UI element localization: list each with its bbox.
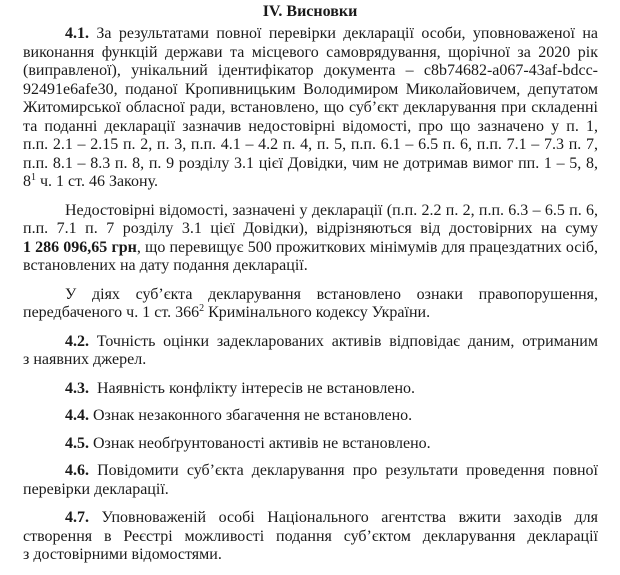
text-line: з достовірними відомостями.	[23, 546, 222, 563]
text-span: Уповноваженій особі Національного агентства вжити заходів для	[89, 509, 598, 526]
text-span: За результатами повної перевірки декларації особи, уповноваженої на	[89, 25, 598, 42]
text-line: п.п. 8.1 – 8.3 п. 8, п. 9 розділу 3.1 цієї Довідки, чим не дотримав вимог пп. 1 – 5, 8,	[23, 154, 598, 172]
item-number: 4.7.	[65, 509, 89, 526]
text-span: Кримінального кодексу України.	[204, 304, 431, 321]
text-line	[23, 407, 598, 426]
superscript: 1	[31, 173, 36, 183]
paragraph-4-5	[23, 435, 598, 454]
paragraph-4-6	[23, 462, 598, 499]
text-line	[23, 25, 598, 44]
text-line	[23, 380, 598, 399]
superscript: 2	[199, 304, 205, 314]
text-span: Наявність конфлікту інтересів не встановлено.	[89, 379, 416, 397]
text-line: Недостовірні відомості, зазначені у декларації (п.п. 2.2 п. 2, п.п. 6.3 – 6.5 п. 6,	[65, 201, 598, 219]
paragraph-4-7	[23, 509, 598, 565]
text-line: з наявних джерел.	[23, 351, 147, 368]
paragraph-4-2	[23, 333, 598, 370]
text-line: виконання функцій держави та місцевого самоврядування, щорічної за 2020 рік	[23, 43, 598, 61]
text-span: Точність оцінки задекларованих активів відповідає даним, отриманим	[89, 332, 598, 350]
item-number: 4.2.	[65, 332, 89, 350]
amount: 1 286 096,65 грн	[23, 238, 137, 256]
item-number: 4.6.	[65, 462, 89, 479]
item-number: 4.1.	[65, 25, 89, 42]
paragraph-offense	[23, 286, 598, 323]
text-line	[23, 304, 598, 323]
text-span: Ознак необґрунтованості активів не встановлено.	[89, 434, 431, 452]
text-line: встановлених на дату подання декларації.	[23, 257, 308, 274]
text-span: ч. 1 ст. 46 Закону.	[36, 173, 158, 190]
text-span: Повідомити суб’єкта декларування про результати проведення повної	[89, 462, 598, 479]
paragraph-inaccurate-info	[23, 202, 598, 276]
text-line: 92491e6afe30, поданої Кропивницьким Володимиром Миколайовичем, депутатом	[23, 80, 598, 98]
text-span: , що перевищує 500 прожиткових мінімумів для працездатних осіб,	[136, 238, 598, 256]
conclusions-body	[23, 25, 598, 575]
item-number: 4.5.	[65, 434, 89, 452]
text-line: Житомирської обласної ради, встановлено, що суб’єкт декларування при складенні	[23, 99, 598, 116]
text-line	[23, 462, 598, 481]
paragraph-4-4	[23, 407, 598, 426]
text-span: передбаченого ч. 1 ст. 366	[23, 304, 200, 321]
text-line	[23, 239, 598, 258]
text-line: створення в Реєстрі можливості подання суб’єктом декларування декларації	[23, 527, 598, 545]
text-line	[23, 173, 598, 192]
text-line: (виправленої), унікальний ідентифікатор документа – c8b74682-a067-43af-bdcc-	[23, 62, 598, 79]
paragraph-4-3	[23, 380, 598, 399]
text-line: У діях суб’єкта декларування встановлено ознаки правопорушення,	[65, 285, 598, 303]
text-line	[23, 435, 598, 454]
item-number: 4.4.	[65, 407, 89, 424]
text-line: та поданні декларації зазначив недостовірні відомості, про що зазначено у п. 1,	[23, 117, 598, 135]
text-line	[23, 509, 598, 528]
text-line	[23, 333, 598, 352]
text-line: п.п. 2.1 – 2.15 п. 2, п. 3, п.п. 4.1 – 4.2 п. 4, п. 5, п.п. 6.1 – 6.5 п. 6, п.п. 7.1 – 7.3 п. 7,	[23, 136, 598, 153]
text-line: перевірки декларації.	[23, 480, 169, 498]
text-line: п.п. 7.1 п. 7 розділу 3.1 цієї Довідки), відрізняються від достовірних на суму	[23, 220, 598, 237]
text-span: 8	[23, 173, 31, 190]
text-span: Ознак незаконного збагачення не встановлено.	[89, 407, 413, 424]
item-number: 4.3.	[65, 379, 89, 397]
paragraph-4-1	[23, 25, 598, 192]
section-title: IV. Висновки	[262, 3, 358, 20]
